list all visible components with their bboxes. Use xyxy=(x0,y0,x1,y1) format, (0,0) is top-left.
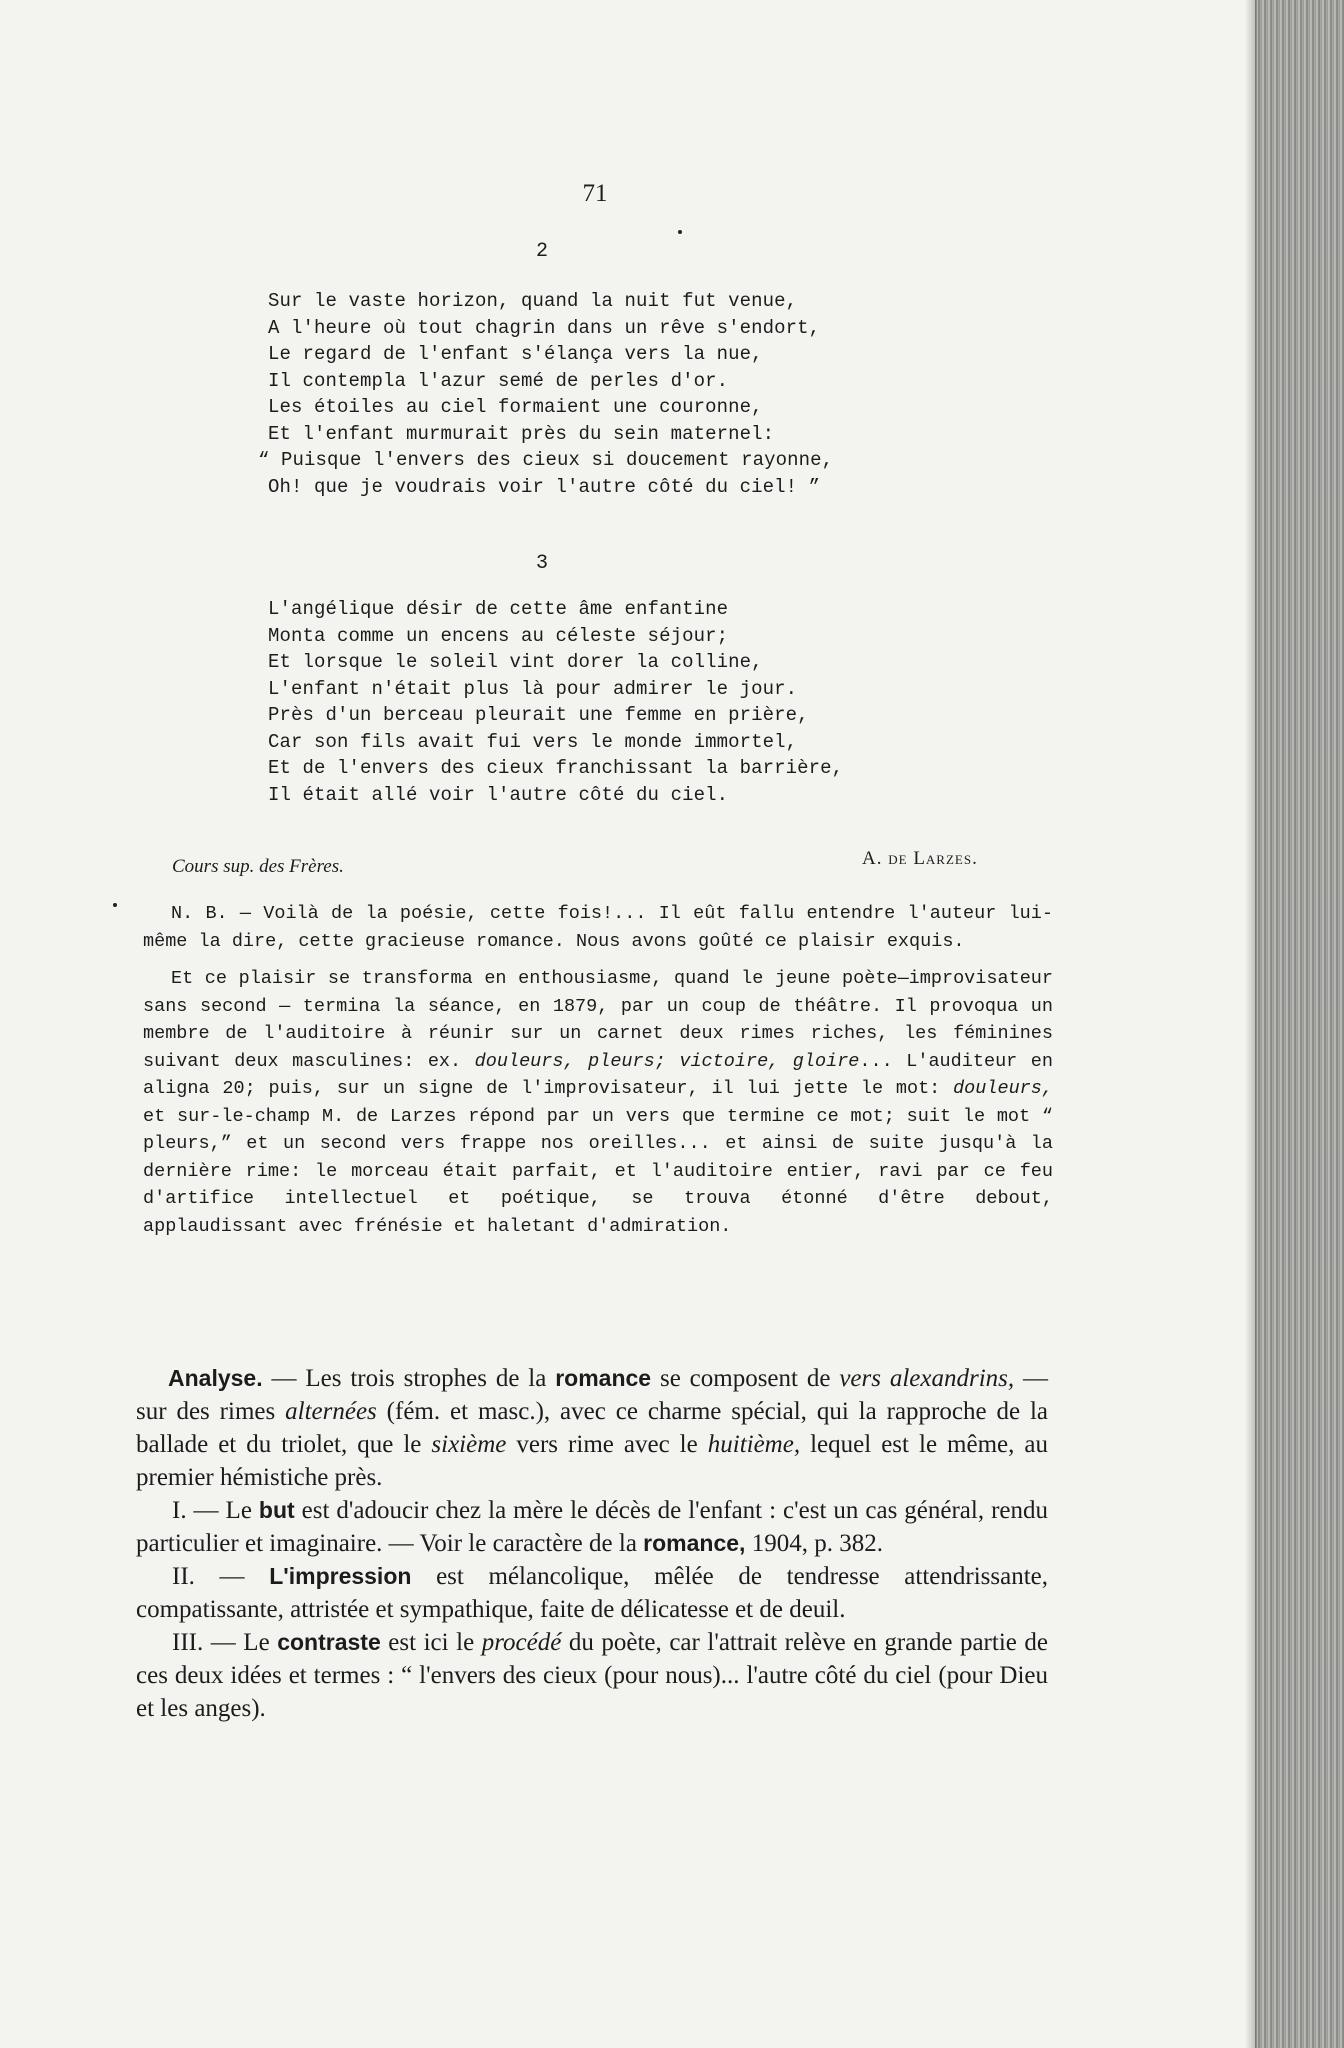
poem-line: Le regard de l'enfant s'élança vers la nue, xyxy=(268,343,763,365)
nb-example-word: douleurs, xyxy=(953,1078,1053,1099)
poem-line: L'angélique désir de cette âme enfantine xyxy=(268,598,729,620)
author-prefix: A. xyxy=(862,848,889,869)
analyse-point-2 xyxy=(136,1560,1048,1626)
nb-text: Et ce plaisir se transforma en enthousiasme, quand le jeune poète—improvisateur sans second — termina la séance, en 1879, par un coup de théâtre. Il provoqua un membre de l'auditoire à réunir sur un carnet deux rimes riches, les féminines suivant deux masculines: ex. xyxy=(143,968,1053,1072)
author-name: de Larzes. xyxy=(888,848,978,869)
poem-line: “ Puisque l'envers des cieux si doucement rayonne, xyxy=(258,449,834,471)
analyse-italic: procédé xyxy=(481,1629,562,1656)
analyse-text: (fém. et masc.), avec ce charme spécial, qui la rapproche de la ballade et du triolet, que le xyxy=(136,1398,1048,1458)
analyse-text: se composent de xyxy=(651,1365,840,1392)
poem-line: Et lorsque le soleil vint dorer la colline, xyxy=(268,651,763,673)
ink-speck xyxy=(113,903,117,907)
stanza-number-2: 2 xyxy=(535,240,548,263)
nb-text: ... L'auditeur en aligna 20; puis, sur un signe de l'improvisateur, il lui jette le mot: xyxy=(143,1050,1054,1099)
stanza-number-3: 3 xyxy=(535,552,548,575)
analyse-text: III. — Le xyxy=(172,1629,278,1656)
analyse-italic: huitième, xyxy=(707,1431,801,1458)
ink-speck xyxy=(678,230,682,234)
author-signature xyxy=(862,848,978,870)
nb-paragraph-2 xyxy=(143,965,1053,1240)
poem-line: Oh! que je voudrais voir l'autre côté du ciel! ” xyxy=(268,475,821,498)
source-citation: Cours sup. des Frères. xyxy=(172,856,344,877)
nb-paragraph-1: N. B. — Voilà de la poésie, cette fois!... Il eût fallu entendre l'auteur lui-même la dire, cette gracieuse romance. Nous avons goûté ce plaisir exquis. xyxy=(143,903,1053,952)
poem-line: L'enfant n'était plus là pour admirer le jour. xyxy=(268,677,798,700)
analyse-text: est d'adoucir chez la mère le décès de l'enfant : c'est un cas général, rendu particulier et imaginaire. — Voir le caractère de la xyxy=(136,1497,1048,1557)
analyse-text: du poète, car l'attrait relève en grande partie de ces deux idées et termes : “ l'envers des cieux (pour nous)... l'autre côté du ciel (pour Dieu et les anges). xyxy=(136,1629,1048,1722)
analyse-section xyxy=(136,1362,1048,1725)
analyse-point-1 xyxy=(136,1494,1048,1560)
stanza-3 xyxy=(268,596,888,808)
nb-example-words: douleurs, pleurs; victoire, gloire xyxy=(474,1050,860,1072)
analyse-text: I. — Le xyxy=(172,1497,259,1524)
book-page-edge xyxy=(1255,0,1344,2048)
analyse-text: II. — xyxy=(172,1563,270,1590)
analyse-text: est mélancolique, mêlée de tendresse attendrissante, compatissante, attristée et sympathique, faite de délicatesse et de deuil. xyxy=(136,1563,1049,1623)
analyse-keyword: L'impression xyxy=(269,1563,412,1589)
poem-line: Monta comme un encens au céleste séjour; xyxy=(268,624,729,647)
analyse-italic: vers alexandrins, xyxy=(839,1365,1015,1392)
poem-line: A l'heure où tout chagrin dans un rêve s'endort, xyxy=(268,316,821,339)
stanza-2 xyxy=(258,288,888,500)
poem-line: Et l'enfant murmurait près du sein maternel: xyxy=(268,422,775,445)
page-number: 71 xyxy=(582,180,608,207)
analyse-intro xyxy=(136,1362,1048,1494)
poem-line: Sur le vaste horizon, quand la nuit fut venue, xyxy=(268,290,798,312)
analyse-text: — Les trois strophes de la xyxy=(262,1365,556,1392)
analyse-italic: alternées xyxy=(285,1398,377,1425)
analyse-label: Analyse. xyxy=(168,1365,263,1391)
nota-bene xyxy=(143,900,1053,1240)
analyse-keyword: but xyxy=(258,1497,295,1523)
nb-text: et sur-le-champ M. de Larzes répond par un vers que termine ce mot; suit le mot “ pleurs,” et un second vers frappe nos oreilles... et ainsi de suite jusqu'à la dernière rime: le morceau était parfait, et l'auditoire entier, ravi par ce feu d'artifice intellectuel et poétique, se trouva étonné d'être debout, applaudissant avec frénésie et haletant d'admiration. xyxy=(143,1105,1053,1237)
analyse-text: est ici le xyxy=(380,1629,482,1656)
analyse-point-3 xyxy=(136,1626,1048,1725)
analyse-keyword: romance, xyxy=(643,1530,746,1556)
analyse-text: vers rime avec le xyxy=(506,1431,708,1458)
poem-line: Il était allé voir l'autre côté du ciel. xyxy=(268,783,729,806)
analyse-keyword: romance xyxy=(555,1365,652,1391)
analyse-text: — sur des rimes xyxy=(136,1365,1049,1425)
poem-line: Près d'un berceau pleurait une femme en prière, xyxy=(268,704,809,726)
poem-line: Car son fils avait fui vers le monde immortel, xyxy=(268,730,798,753)
analyse-text: 1904, p. 382. xyxy=(745,1530,883,1557)
analyse-text: lequel est le même, au premier hémistiche près. xyxy=(136,1431,1048,1491)
poem-line: Et de l'envers des cieux franchissant la barrière, xyxy=(268,757,844,779)
analyse-italic: sixième xyxy=(431,1431,507,1458)
poem-line: Les étoiles au ciel formaient une couronne, xyxy=(268,396,763,418)
analyse-keyword: contraste xyxy=(277,1629,381,1655)
poem-line: Il contempla l'azur semé de perles d'or. xyxy=(268,369,729,392)
